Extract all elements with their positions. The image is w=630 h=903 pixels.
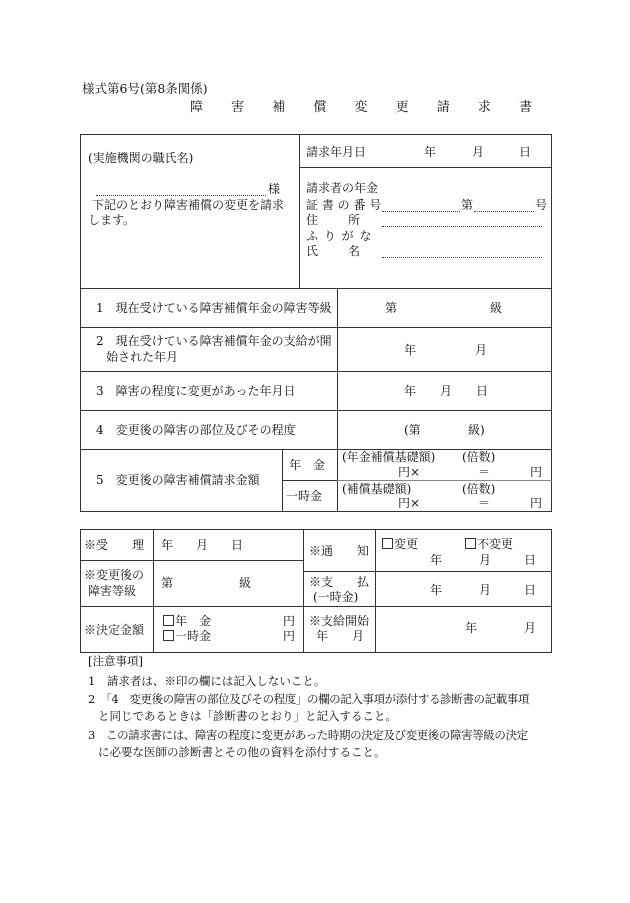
grade-kyu: 級 <box>239 576 252 590</box>
changed-checkbox[interactable] <box>382 538 393 549</box>
row5-lump-equals: ＝ <box>478 496 491 510</box>
pension-cert-label-2: 証 書 の 番 号 <box>306 198 382 212</box>
row5-label: 5 変更後の障害補償請求金額 <box>96 473 260 487</box>
row2-label-1: 2 現在受けている障害補償年金の支給が開 <box>96 334 332 348</box>
payment-label-1: ※支 払 <box>309 575 370 589</box>
row5-pension-multiple: (倍数) <box>462 450 496 464</box>
note-3a: 3 この請求書には、障害の程度に変更があった時期の決定及び変更後の障害等級の決定 <box>88 728 528 742</box>
row5-pension-basis: (年金補償基礎額) <box>342 450 436 464</box>
page-title: 障 害 補 償 変 更 請 求 書 <box>190 100 545 115</box>
row4-dai: (第 <box>404 423 421 437</box>
notice-label: ※通 知 <box>309 544 370 558</box>
row5-lump-label: 一時金 <box>286 489 323 503</box>
agency-name-line[interactable] <box>96 195 266 196</box>
start-year[interactable]: 年 <box>465 621 478 635</box>
grade-label-1: ※変更後の <box>84 568 145 582</box>
cert-number-line-2[interactable] <box>474 211 534 212</box>
receipt-day[interactable]: 日 <box>231 538 244 552</box>
row2-label-2: 始された年月 <box>106 350 179 364</box>
cert-number-line[interactable] <box>382 211 460 212</box>
row5-pension-yen[interactable]: 円 <box>530 465 543 479</box>
row4-label: 4 変更後の障害の部位及びその程度 <box>96 423 296 437</box>
decision-label: ※決定金額 <box>84 623 145 637</box>
row5-lump-basis: (補償基礎額) <box>342 482 412 496</box>
notice-unchanged-option[interactable] <box>465 538 513 550</box>
date-day[interactable]: 日 <box>519 145 532 159</box>
name-label: 氏 名 <box>306 244 363 258</box>
row3-day[interactable]: 日 <box>476 384 489 398</box>
address-label: 住 所 <box>306 213 363 227</box>
cert-dai: 第 <box>461 198 474 212</box>
request-text-2: します。 <box>88 213 136 227</box>
payment-year[interactable]: 年 <box>430 583 443 597</box>
form-number: 様式第6号(第8条関係) <box>82 81 208 96</box>
payment-month[interactable]: 月 <box>479 583 492 597</box>
date-label: 請求年月日 <box>306 145 367 159</box>
notice-month[interactable]: 月 <box>479 553 492 567</box>
notice-changed-option[interactable] <box>382 538 418 550</box>
row4-kyu: 級) <box>468 423 485 437</box>
agency-label: (実施機関の職氏名) <box>88 151 194 165</box>
decision-pension-checkbox[interactable] <box>163 615 174 626</box>
furigana-label: ふ り が な <box>306 229 373 243</box>
row1-dai: 第 <box>385 301 398 315</box>
decision-lump-option[interactable] <box>163 630 211 642</box>
notice-day[interactable]: 日 <box>524 553 537 567</box>
cert-go: 号 <box>535 198 548 212</box>
payment-day[interactable]: 日 <box>524 583 537 597</box>
decision-pension-yen[interactable]: 円 <box>283 614 296 628</box>
notice-year[interactable]: 年 <box>430 553 443 567</box>
row5-pension-equals: ＝ <box>478 465 491 479</box>
row1-label: 1 現在受けている障害補償年金の障害等級 <box>96 301 332 315</box>
payment-label-2: (一時金) <box>313 590 359 604</box>
pension-cert-label-1: 請求者の年金 <box>306 181 379 195</box>
start-label-1: ※支給開始 <box>309 614 370 628</box>
note-3b: に必要な医師の診断書とその他の資料を添付すること。 <box>98 745 386 759</box>
honorific: 様 <box>268 182 281 196</box>
start-label-2: 年 月 <box>316 629 365 643</box>
row5-pension-label: 年 金 <box>289 458 326 472</box>
receipt-year[interactable]: 年 <box>161 538 174 552</box>
unchanged-text: 不変更 <box>477 537 514 551</box>
address-line[interactable] <box>382 226 542 227</box>
row5-lump-yen-times[interactable]: 円× <box>398 496 421 510</box>
note-2b: と同じであるときは「診断書のとおり」と記入すること。 <box>98 709 397 723</box>
row1-kyu: 級 <box>490 301 503 315</box>
row3-month[interactable]: 月 <box>440 384 453 398</box>
decision-pension-option[interactable] <box>163 615 211 627</box>
note-1: 1 請求者は、※印の欄には記入しないこと。 <box>88 674 326 688</box>
receipt-month[interactable]: 月 <box>196 538 209 552</box>
grade-label-2: 障害等級 <box>88 584 137 598</box>
decision-pension-text: 年 金 <box>175 614 212 628</box>
row2-month[interactable]: 月 <box>475 343 488 357</box>
date-month[interactable]: 月 <box>472 145 485 159</box>
unchanged-checkbox[interactable] <box>465 538 476 549</box>
decision-lump-yen[interactable]: 円 <box>283 629 296 643</box>
notes-heading: [注意事項] <box>88 654 143 668</box>
request-text-1: 下記のとおり障害補償の変更を請求 <box>92 198 285 212</box>
row2-year[interactable]: 年 <box>404 343 417 357</box>
row5-lump-yen[interactable]: 円 <box>530 496 543 510</box>
decision-lump-checkbox[interactable] <box>163 630 174 641</box>
row5-lump-multiple: (倍数) <box>462 482 496 496</box>
row3-year[interactable]: 年 <box>404 384 417 398</box>
name-line[interactable] <box>382 257 542 258</box>
changed-text: 変更 <box>394 537 419 551</box>
note-2a: 2 「4 変更後の障害の部位及びその程度」の欄の記入事項が添付する診断書の記載事項 <box>88 692 529 706</box>
date-year[interactable]: 年 <box>424 145 437 159</box>
start-month[interactable]: 月 <box>524 621 537 635</box>
grade-dai: 第 <box>161 576 174 590</box>
decision-lump-text: 一時金 <box>175 629 212 643</box>
row5-pension-yen-times[interactable]: 円× <box>398 465 421 479</box>
receipt-label: ※受 理 <box>84 538 145 552</box>
row3-label: 3 障害の程度に変更があった年月日 <box>96 384 296 398</box>
